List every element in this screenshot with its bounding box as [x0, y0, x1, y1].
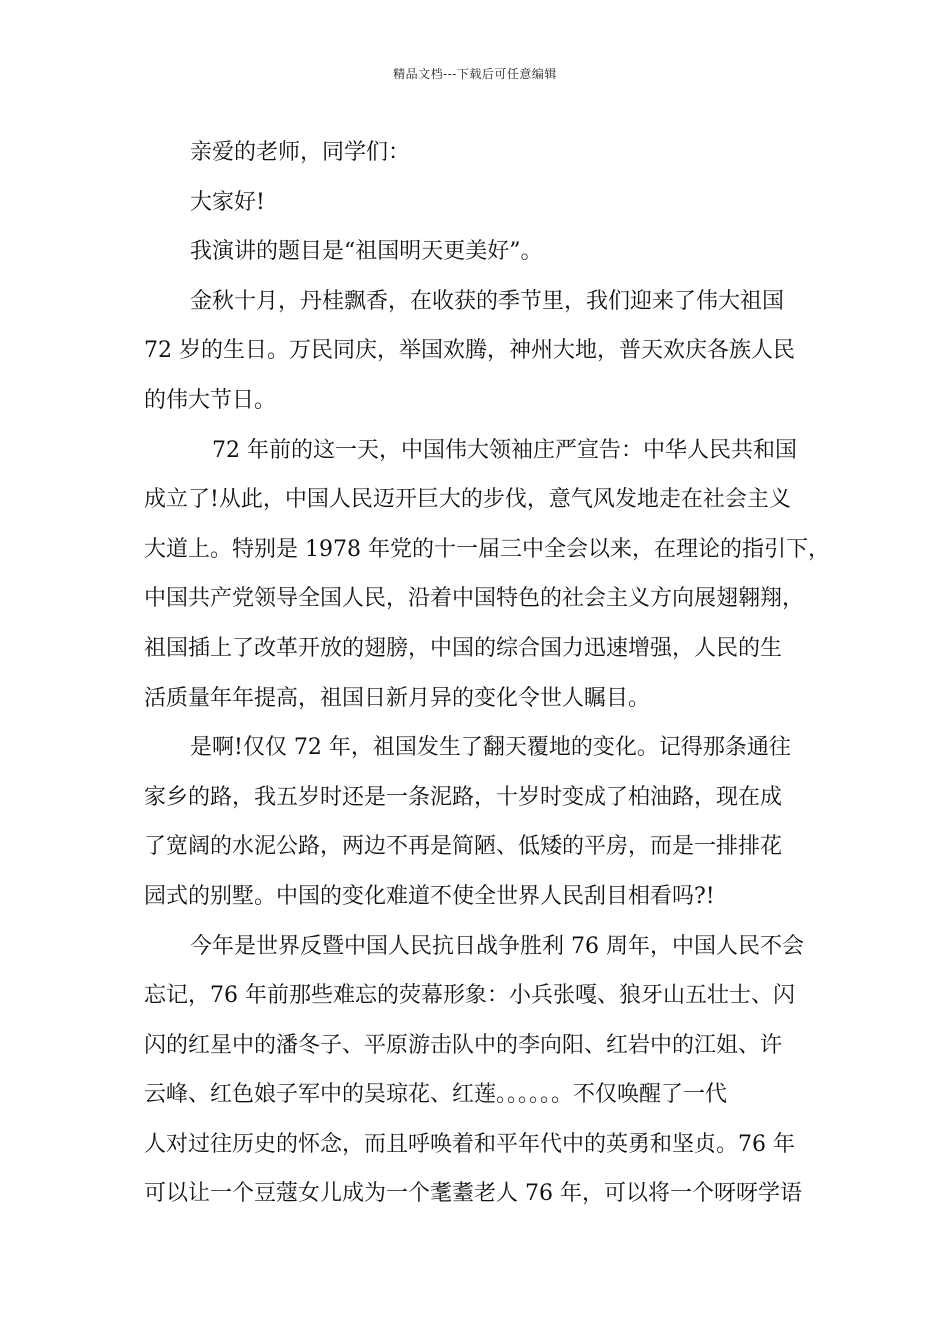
text-line: 72 年前的这一天，中国伟大领袖庄严宣告：中华人民共和国: [212, 437, 797, 463]
page-header: 精品文档---下载后可任意编辑: [393, 67, 557, 81]
text-line: 成立了!从此，中国人民迈开巨大的步伐，意气风发地走在社会主义: [144, 487, 791, 513]
text-line: 忘记，76 年前那些难忘的荧幕形象：小兵张嘎、狼牙山五壮士、闪: [144, 983, 795, 1009]
text-line: 云峰、红色娘子军中的吴琼花、红莲。。。。。。不仅唤醒了一代: [144, 1082, 728, 1108]
text-line: 我演讲的题目是“祖国明天更美好”。: [190, 239, 543, 265]
text-line: 中国共产党领导全国人民，沿着中国特色的社会主义方向展翅翱翔，: [144, 586, 805, 612]
text-line: 闪的红星中的潘冬子、平原游击队中的李向阳、红岩中的江姐、许: [144, 1032, 783, 1058]
text-line: 家乡的路，我五岁时还是一条泥路，十岁时变成了柏油路，现在成: [144, 784, 783, 810]
document-body: [144, 128, 830, 1219]
text-line: 活质量年年提高，祖国日新月异的变化令世人瞩目。: [144, 685, 651, 711]
text-line: 是啊!仅仅 72 年，祖国发生了翻天覆地的变化。记得那条通往: [190, 735, 791, 761]
text-line: 亲爱的老师，同学们：: [190, 140, 411, 165]
text-line: 大道上。特别是 1978 年党的十一届三中全会以来，在理论的指引下，: [144, 536, 830, 562]
text-line: 的伟大节日。: [144, 387, 277, 413]
text-line: 可以让一个豆蔻女儿成为一个耄耋老人 76 年，可以将一个呀呀学语: [144, 1181, 802, 1207]
text-line: 大家好!: [190, 189, 265, 215]
text-line: 72 岁的生日。万民同庆，举国欢腾，神州大地，普天欢庆各族人民: [144, 338, 795, 364]
text-line: 了宽阔的水泥公路，两边不再是简陋、低矮的平房，而是一排排花: [144, 834, 783, 860]
text-line: 今年是世界反暨中国人民抗日战争胜利 76 周年，中国人民不会: [190, 933, 804, 959]
text-line: 人对过往历史的怀念，而且呼唤着和平年代中的英勇和坚贞。76 年: [144, 1131, 795, 1157]
text-line: 园式的别墅。中国的变化难道不使全世界人民刮目相看吗?!: [144, 883, 715, 909]
text-line: 祖国插上了改革开放的翅膀，中国的综合国力迅速增强，人民的生: [144, 635, 783, 661]
text-line: 金秋十月，丹桂飘香，在收获的季节里，我们迎来了伟大祖国: [190, 288, 785, 314]
